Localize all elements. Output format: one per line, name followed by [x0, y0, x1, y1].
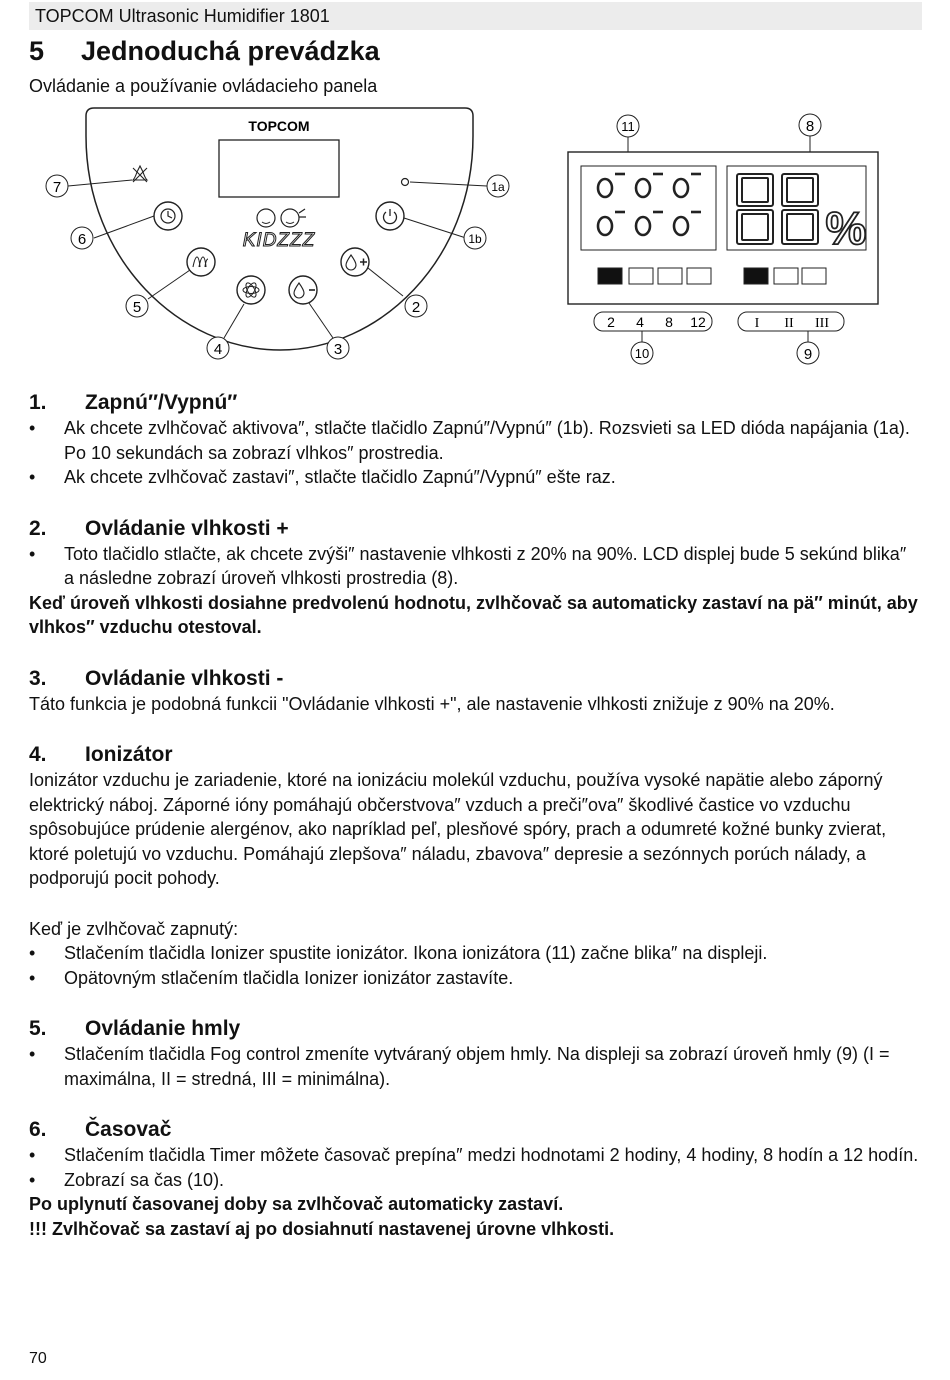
timer-value-8: 8 [665, 314, 673, 330]
callout-5 [126, 295, 148, 317]
list-item: • Zobrazí sa čas (10). [29, 1168, 919, 1193]
percent-sign: % [825, 202, 867, 254]
callout-1a [487, 175, 509, 197]
timer-value-12: 12 [690, 314, 706, 330]
fog-indicator [744, 268, 826, 284]
header-bar [29, 2, 922, 30]
timer-indicator [598, 268, 711, 284]
section-1-list [29, 416, 919, 490]
timer-icon [161, 209, 175, 223]
section-number: 5 [29, 36, 45, 66]
section-2-list [29, 542, 919, 591]
power-icon [384, 209, 397, 224]
section-4-title: Ionizátor [85, 743, 173, 766]
page-subtitle: Ovládanie a používanie ovládacieho panela [29, 76, 378, 96]
brand-logo: TOPCOM [248, 118, 310, 134]
page-title [29, 36, 380, 67]
timer-value-4: 4 [636, 314, 644, 330]
ionizer-button[interactable] [237, 276, 265, 304]
section-4-heading [29, 742, 919, 768]
svg-text:4: 4 [213, 341, 223, 358]
section-1-heading [29, 390, 919, 416]
svg-text:7: 7 [52, 179, 62, 196]
section-4-list [29, 941, 919, 990]
power-button[interactable] [376, 202, 404, 230]
svg-text:10: 10 [634, 346, 650, 361]
callout-6 [71, 227, 93, 249]
svg-text:2: 2 [411, 299, 421, 316]
fog-level-2: II [784, 316, 794, 331]
svg-text:6: 6 [77, 231, 87, 248]
page-number: 70 [29, 1350, 47, 1367]
section-4-text: Ionizátor vzduchu je zariadenie, ktoré na ionizáciu molekúl vzduchu, používa vysoké napätie alebo záporný elektrický náboj. Záporné ióny pomáhajú občerstvova″ vzduch a preči″ova″ škodlivé častice vo vzduchu spôsobujúce prúdenie alergénov, ako napríklad peľ, plesňové spóry, prach a odumreté kožné bunky zvierat, ktoré poletujú vo vzduchu. Pomáhajú zlepšova″ náladu, zbavova″ depresie a sezónnych porúch nálady, a podporujú pocit pohody. [29, 770, 887, 888]
list-item: • Ak chcete zvlhčovač zastavi″, stlačte tlačidlo Zapnú″/Vypnú″ ešte raz. [29, 465, 919, 490]
humidity-minus-button[interactable] [289, 276, 317, 304]
timer-value-2: 2 [607, 314, 615, 330]
callout-11 [617, 115, 639, 137]
kids-logo-text: KIDZZZ [242, 230, 316, 251]
section-2-number: 2. [29, 516, 47, 540]
content [29, 390, 919, 1241]
svg-text:1b: 1b [468, 232, 482, 246]
section-6-note-1: Po uplynutí časovanej doby sa zvlhčovač automaticky zastaví. [29, 1194, 564, 1214]
section-4-number: 4. [29, 743, 47, 766]
svg-text:9: 9 [803, 346, 813, 363]
list-item: • Stlačením tlačidla Fog control zmeníte vytváraný objem hmly. Na displeji sa zobrazí úroveň hmly (9) (I = maximálna, II = stredná, III = minimálna). [29, 1042, 919, 1091]
section-1-number: 1. [29, 391, 47, 414]
ionizer-display [581, 166, 716, 250]
callout-7 [46, 175, 68, 197]
no-sound-icon [133, 166, 147, 182]
panel-lcd-window [219, 140, 339, 197]
callout-3 [327, 337, 349, 359]
kids-logo-icon [257, 209, 306, 227]
section-2-heading [29, 516, 919, 542]
callout-2 [405, 295, 427, 317]
list-item: • Stlačením tlačidla Timer môžete časovač prepína″ medzi hodnotami 2 hodiny, 4 hodiny, 8 hodín a 12 hodín. [29, 1143, 919, 1168]
section-6-list [29, 1143, 919, 1192]
list-item: • Stlačením tlačidla Ionizer spustite ionizátor. Ikona ionizátora (11) začne blika″ na displeji. [29, 941, 919, 966]
power-led [402, 179, 409, 186]
section-title: Jednoduchá prevádzka [81, 36, 380, 66]
fog-icon [193, 257, 208, 267]
ionizer-icon [243, 281, 259, 298]
control-panel-figure [0, 100, 950, 370]
section-2-note: Keď úroveň vlhkosti dosiahne predvolenú hodnotu, zvlhčovač sa automaticky zastaví na pä″ minút, aby vlhkos″ vzduchu otestoval. [29, 592, 918, 637]
callout-4 [207, 337, 229, 359]
humidity-minus-icon [294, 283, 304, 298]
svg-text:8: 8 [805, 118, 815, 135]
section-6-number: 6. [29, 1118, 47, 1141]
fog-level-3: III [815, 316, 829, 331]
section-3-heading [29, 666, 919, 692]
list-item: • Opätovným stlačením tlačidla Ionizer ionizátor zastavíte. [29, 966, 919, 991]
svg-text:11: 11 [621, 119, 635, 134]
list-item: • Toto tlačidlo stlačte, ak chcete zvýši″ nastavenie vlhkosti z 20% na 90%. LCD displej bude 5 sekúnd blika″ a následne zobrazí úroveň vlhkosti prostredia (8). [29, 542, 919, 591]
section-5-title: Ovládanie hmly [85, 1017, 241, 1040]
humidity-digits [737, 174, 818, 244]
svg-text:1a: 1a [491, 180, 505, 194]
humidity-plus-button[interactable] [341, 248, 369, 276]
callout-1b [464, 227, 486, 249]
ionizer-segment-icon [598, 174, 701, 235]
section-5-number: 5. [29, 1017, 47, 1040]
section-4-intro: Keď je zvlhčovač zapnutý: [29, 918, 239, 939]
callout-10 [631, 342, 653, 364]
fog-level-1: I [754, 316, 760, 331]
section-3-text: Táto funkcia je podobná funkcii "Ovládanie vlhkosti +", ale nastavenie vlhkosti znižuje z 90% na 20%. [29, 693, 835, 714]
section-5-heading [29, 1016, 919, 1042]
humidity-plus-icon [346, 255, 356, 270]
section-6-heading [29, 1117, 919, 1143]
section-6-note-2: !!! Zvlhčovač sa zastaví aj po dosiahnutí nastavenej úrovne vlhkosti. [29, 1218, 615, 1239]
section-5-list [29, 1042, 919, 1091]
svg-text:5: 5 [132, 299, 142, 316]
section-3-number: 3. [29, 666, 47, 690]
header-title: TOPCOM Ultrasonic Humidifier 1801 [35, 6, 330, 26]
callout-9 [797, 342, 819, 364]
fog-button[interactable] [187, 248, 215, 276]
timer-button[interactable] [154, 202, 182, 230]
svg-text:3: 3 [333, 341, 343, 358]
section-1-title: Zapnú″/Vypnú″ [85, 391, 238, 414]
section-6-title: Časovač [85, 1118, 172, 1141]
list-item: • Ak chcete zvlhčovač aktivova″, stlačte tlačidlo Zapnú″/Vypnú″ (1b). Rozsvieti sa LED dióda napájania (1a). Po 10 sekundách sa zobrazí vlhkos″ prostredia. [29, 416, 919, 465]
section-3-title: Ovládanie vlhkosti - [85, 666, 284, 690]
callout-8 [799, 114, 821, 136]
section-2-title: Ovládanie vlhkosti + [85, 516, 289, 540]
